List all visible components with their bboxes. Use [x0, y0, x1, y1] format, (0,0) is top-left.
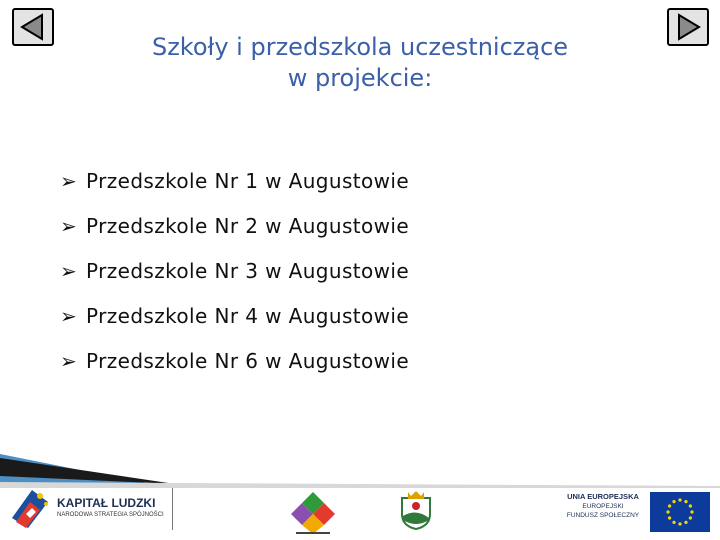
- list-item-text: Przedszkole Nr 3 w Augustowie: [86, 258, 410, 283]
- list-item-text: Przedszkole Nr 1 w Augustowie: [86, 168, 410, 193]
- kapital-ludzki-emblem-icon: [10, 488, 52, 530]
- next-slide-button[interactable]: [667, 8, 709, 46]
- eu-star-icon: [672, 500, 675, 503]
- triangle-left-icon: [14, 10, 52, 44]
- eu-star-icon: [689, 516, 692, 519]
- eu-star-icon: [690, 510, 693, 513]
- eu-line-2: EUROPEJSKI: [582, 503, 624, 510]
- eu-line-3: FUNDUSZ SPOŁECZNY: [566, 512, 640, 519]
- kapital-ludzki-title: KAPITAŁ LUDZKI: [57, 496, 156, 510]
- eu-star-icon: [668, 516, 671, 519]
- arrow-bullet-icon: ➢: [60, 168, 78, 193]
- eu-star-icon: [684, 500, 687, 503]
- prev-slide-button[interactable]: [12, 8, 54, 46]
- eu-text-block: [560, 492, 646, 520]
- list-item-text: Przedszkole Nr 6 w Augustowie: [86, 348, 410, 373]
- arrow-bullet-icon: ➢: [60, 213, 78, 238]
- kapital-ludzki-subtitle: NARODOWA STRATEGIA SPÓJNOŚCI: [57, 512, 164, 518]
- eu-star-icon: [684, 521, 687, 524]
- eu-star-icon: [668, 504, 671, 507]
- slide-title-line-2: w projekcie:: [287, 64, 433, 92]
- slide-title: [60, 32, 660, 94]
- slide-title-line-1: Szkoły i przedszkola uczestniczące: [151, 33, 569, 61]
- list-item-text: Przedszkole Nr 4 w Augustowie: [86, 303, 410, 328]
- list-item: [60, 158, 409, 203]
- arrow-bullet-icon: ➢: [60, 258, 78, 283]
- list-item: [60, 338, 409, 383]
- triangle-right-icon: [669, 10, 707, 44]
- eu-star-icon: [672, 521, 675, 524]
- list-item: [60, 293, 409, 338]
- footer-divider: [172, 488, 173, 530]
- eu-line-1: UNIA EUROPEJSKA: [567, 492, 639, 501]
- eu-star-icon: [689, 504, 692, 507]
- list-item: [60, 203, 409, 248]
- coat-of-arms-icon: [400, 490, 432, 530]
- bullet-list: [60, 158, 409, 383]
- arrow-bullet-icon: ➢: [60, 348, 78, 373]
- arrow-bullet-icon: ➢: [60, 303, 78, 328]
- eu-star-icon: [666, 510, 669, 513]
- diamond-school-logo: [290, 490, 336, 536]
- eu-star-icon: [678, 498, 681, 501]
- eu-flag-icon: [650, 492, 710, 532]
- list-item: [60, 248, 409, 293]
- eu-star-icon: [678, 522, 681, 525]
- decorative-swoosh: [0, 448, 720, 488]
- list-item-text: Przedszkole Nr 2 w Augustowie: [86, 213, 410, 238]
- kapital-ludzki-logo: [10, 488, 175, 530]
